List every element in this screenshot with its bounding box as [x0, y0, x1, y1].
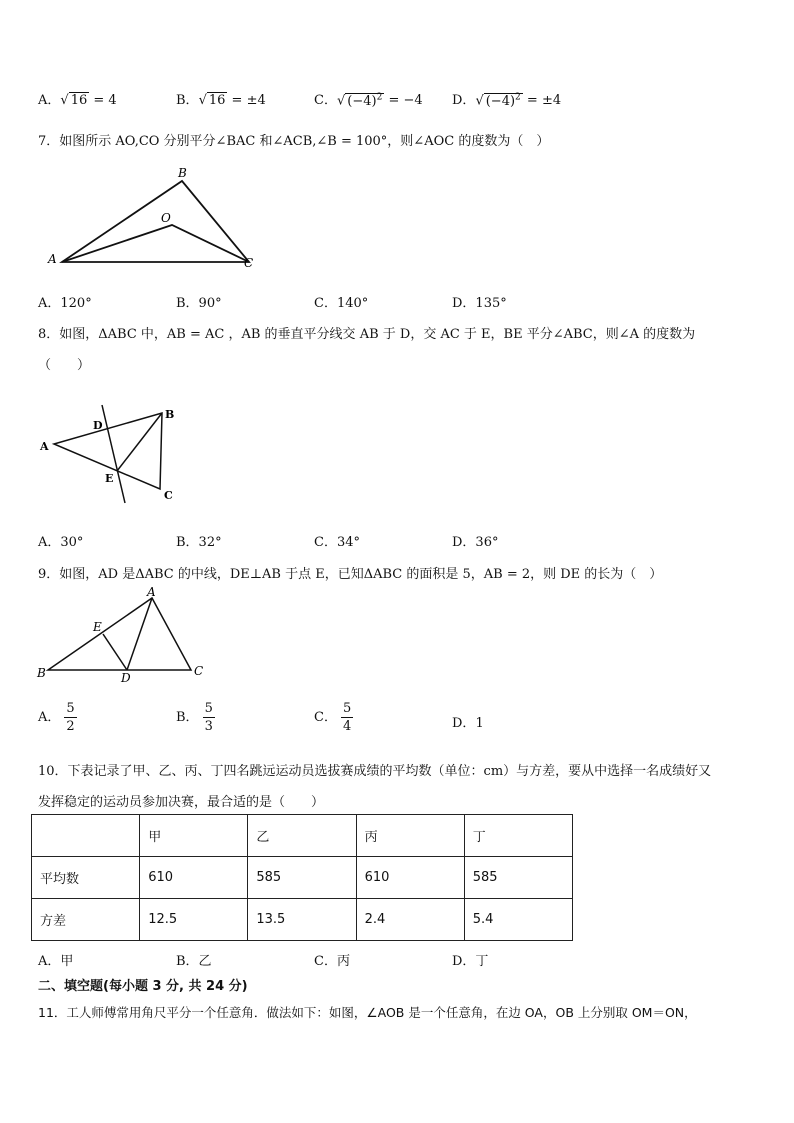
table-cell: 平均数: [32, 857, 140, 899]
q7-text: 7．如图所示 AO,CO 分别平分∠BAC 和∠ACB,∠B = 100°，则∠AOC 的度数为（ ）: [38, 134, 550, 149]
q6-option-c: C．√ $(-4)^2 = -4$: [314, 92, 423, 109]
q10-option-b: B．乙: [176, 954, 212, 969]
q7-option-d: D．135°: [452, 296, 507, 311]
q8-text-line1: 8．如图，ΔABC 中，AB = AC ，AB 的垂直平分线交 AB 于 D，交 AC 于 E，BE 平分∠ABC，则∠A 的度数为: [38, 327, 696, 342]
q7-label-c: C: [244, 256, 254, 270]
q8-option-c: C．34°: [314, 535, 360, 550]
q9-option-c: C． $\frac{5}{4}$: [314, 701, 352, 734]
q8-label-c: C: [164, 489, 173, 502]
table-cell: 13.5: [248, 899, 356, 941]
table-cell: 610: [140, 857, 248, 899]
q8-label-d: D: [93, 419, 103, 432]
q9-label-d: D: [121, 671, 131, 685]
table-header-cell: 丁: [464, 815, 572, 857]
q8-option-b: B．32°: [176, 535, 222, 550]
table-cell: 2.4: [356, 899, 464, 941]
q8-label-b: B: [165, 408, 175, 421]
q10-option-d: D．丁: [452, 954, 489, 969]
q9-option-d: D．1: [452, 716, 484, 731]
q9-label-c: C: [194, 664, 204, 678]
q10-score-table: [31, 814, 573, 941]
q7-label-a: A: [48, 252, 57, 266]
q8-option-d: D．36°: [452, 535, 499, 550]
q10-text-line2: 发挥稳定的运动员参加决赛，最合适的是（ ）: [38, 795, 325, 810]
q9-option-b: B． $\frac{5}{3}$: [176, 701, 213, 734]
q7-label-o: O: [161, 211, 171, 225]
q10-option-a: A．甲: [38, 954, 74, 969]
q6-option-b: B．√ 16 = ±4: [176, 93, 266, 108]
q10-text-line1: 10．下表记录了甲、乙、丙、丁四名跳远运动员选拔赛成绩的平均数（单位：cm）与方差，要从中选择一名成绩好又: [38, 764, 712, 779]
table-cell: 585: [464, 857, 572, 899]
q7-option-b: B．90°: [176, 296, 222, 311]
table-row: [32, 899, 573, 941]
q9-label-b: B: [37, 666, 46, 680]
q9-median-ad: [127, 598, 152, 670]
q9-label-e: E: [93, 620, 102, 634]
q7-label-b: B: [178, 166, 187, 180]
table-header-cell: [32, 815, 140, 857]
table-cell: 方差: [32, 899, 140, 941]
q9-text: 9．如图，AD 是ΔABC 的中线，DE⊥AB 于点 E，已知ΔABC 的面积是 5，AB = 2，则 DE 的长为（ ）: [38, 567, 663, 582]
q8-label-a: A: [40, 440, 49, 453]
table-header-cell: 乙: [248, 815, 356, 857]
q8-label-e: E: [105, 472, 114, 485]
table-header-cell: 丙: [356, 815, 464, 857]
q8-option-a: A．30°: [38, 535, 84, 550]
q9-label-a: A: [147, 585, 156, 599]
q8-text-line2: （ ）: [38, 358, 91, 373]
table-row: [32, 857, 573, 899]
q6-option-a: A．√ 16 = 4: [38, 93, 117, 108]
section-heading: 二、填空题(每小题 3 分, 共 24 分): [38, 979, 248, 994]
table-header-row: [32, 815, 573, 857]
table-cell: 5.4: [464, 899, 572, 941]
table-cell: 12.5: [140, 899, 248, 941]
q9-option-a: A． $\frac{5}{2}$: [38, 701, 75, 734]
q9-perpendicular-de: [103, 634, 127, 670]
q7-option-a: A．120°: [38, 296, 92, 311]
table-cell: 585: [248, 857, 356, 899]
q10-option-c: C．丙: [314, 954, 350, 969]
q7-option-c: C．140°: [314, 296, 369, 311]
table-header-cell: 甲: [140, 815, 248, 857]
q6-option-d: D．√ $(-4)^2 = \pm 4$: [452, 92, 562, 109]
table-cell: 610: [356, 857, 464, 899]
q11-text: 11．工人师傅常用角尺平分一个任意角．做法如下：如图，∠AOB 是一个任意角，在边 OA，OB 上分别取 OM＝ON，: [38, 1005, 697, 1020]
